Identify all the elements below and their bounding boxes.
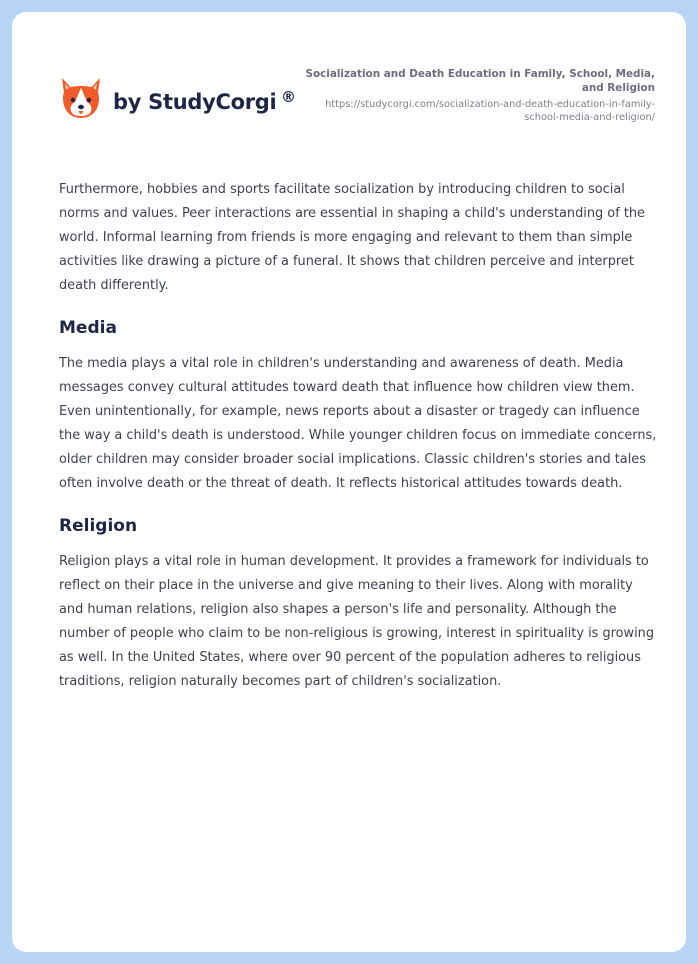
- intro-paragraph: Furthermore, hobbies and sports facilitate socialization by introducing children to social norms and values. Peer interactions are essential in shaping a child's understanding of the world. Informal learning from friends is more engaging and relevant to them than simple activities like drawing a picture of a funeral. It shows that children perceive and interpret death differently.: [59, 182, 645, 293]
- document-meta: [295, 67, 655, 124]
- brand-name: by StudyCorgi: [113, 90, 277, 114]
- article-body: [59, 178, 659, 694]
- media-heading: Media: [59, 318, 117, 338]
- media-paragraph: The media plays a vital role in children's understanding and awareness of death. Media messages convey cultural attitudes toward death that influence how children view them. Even unintentionally, for example, news reports about a disaster or tragedy can influence the way a child's death is understood. While younger children focus on immediate concerns, older children may consider broader social implications. Classic children's stories and tales often involve death or the threat of death. It reflects historical attitudes towards death.: [59, 356, 657, 491]
- document-title: Socialization and Death Education in Family, School, Media, and Religion: [305, 68, 655, 94]
- religion-paragraph: Religion plays a vital role in human development. It provides a framework for individuals to reflect on their place in the universe and give meaning to their lives. Along with morality and human relations, religion also shapes a person's life and personality. Although the number of people who claim to be non-religious is growing, interest in spirituality is growing as well. In the United States, where over 90 percent of the population adheres to religious traditions, religion naturally becomes part of children's socialization.: [59, 554, 655, 689]
- page-header: [12, 12, 686, 152]
- studycorgi-logo[interactable]: [59, 76, 296, 124]
- document-page: [12, 12, 686, 952]
- registered-mark: ®: [281, 88, 296, 106]
- document-url[interactable]: https://studycorgi.com/socialization-and-death-education-in-family-school-media-and-religion/: [325, 99, 655, 123]
- religion-heading: Religion: [59, 516, 138, 536]
- corgi-logo-icon: [59, 76, 103, 124]
